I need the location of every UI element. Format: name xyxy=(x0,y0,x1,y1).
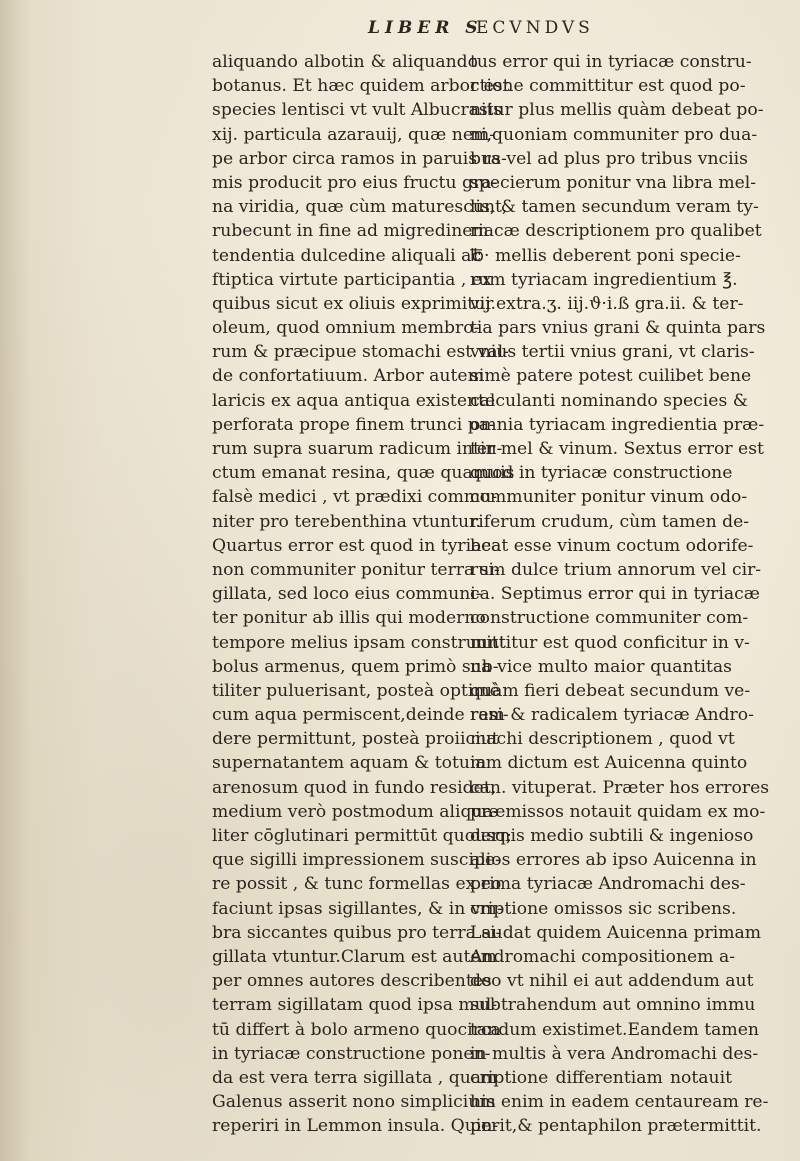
text-line: tū differt à bolo armeno quocirca xyxy=(212,1019,501,1040)
text-line: perit,& pentaphilon prætermittit. xyxy=(470,1116,762,1137)
text-line: ram & radicalem tyriacæ Andro- xyxy=(470,705,754,726)
text-line: ter ponitur ab illis qui moderno xyxy=(212,608,486,629)
text-line: bra siccantes quibus pro terra si- xyxy=(212,922,502,943)
text-line: perforata prope finem trunci pa- xyxy=(212,414,495,435)
text-line: laricis ex aqua antiqua existente xyxy=(212,390,496,411)
text-line: mittitur est quod conficitur in v- xyxy=(470,632,750,653)
text-line: omnia tyriacam ingredientia præ- xyxy=(470,414,765,435)
text-line: rum tyriacam ingredientium ℥. xyxy=(470,269,738,290)
text-line: species lentisci vt vult Albucrasis xyxy=(212,100,503,121)
running-header-left: LIBER S xyxy=(368,18,483,38)
text-line: mis producit pro eius fructu gra- xyxy=(212,172,498,193)
text-line: rum & præcipue stomachi est val- xyxy=(212,342,509,363)
text-line: quibus sicut ex oliuis exprimitur xyxy=(212,293,494,314)
text-line: subtrahendum aut omnino immu xyxy=(470,995,756,1016)
text-line: vij.extra.ʒ. iij.ϑ·i.ß gra.ii. & ter- xyxy=(470,293,744,314)
text-line: oleum, quod omnium membro- xyxy=(212,318,480,339)
text-line: da est vera terra sigillata , quam xyxy=(212,1067,498,1088)
text-line: præmissos notauit quidam ex mo- xyxy=(470,801,766,822)
text-line: rubecunt in fine ad migredinem xyxy=(212,221,489,242)
text-line: simè patere potest cuilibet bene xyxy=(470,366,752,387)
text-line: in tyriacæ constructione ponen- xyxy=(212,1043,491,1064)
text-line: Andromachi compositionem a- xyxy=(470,946,735,967)
text-line: ctum emanat resina, quæ quamuis xyxy=(212,463,515,484)
text-line: terram sigillatam quod ipsa mul- xyxy=(212,995,498,1016)
text-line: faciunt ipsas sigillantes, & in vm- xyxy=(212,898,503,919)
text-line: per omnes autores describentes xyxy=(212,971,492,992)
text-line: quod in tyriacæ constructione xyxy=(470,463,733,484)
text-line: gillata, sed loco eius communi- xyxy=(212,584,482,605)
text-line: liter cōglutinari permittūt quousq; xyxy=(212,826,512,846)
text-line: tus error qui in tyriacæ constru- xyxy=(470,52,752,72)
text-line: bus vel ad plus pro tribus vnciis xyxy=(470,148,748,169)
text-line: non communiter ponitur terra si- xyxy=(212,559,500,580)
text-line: criptione differentiam notauit xyxy=(470,1067,732,1088)
text-line: ftiptica virtute participantia , ex xyxy=(212,269,492,290)
text-column-right xyxy=(470,50,792,1138)
text-line: calculanti nominando species & xyxy=(470,390,749,411)
text-line: rum dulce trium annorum vel cir- xyxy=(470,559,762,580)
text-line: supernatantem aquam & totum xyxy=(212,753,487,774)
text-line: botanus. Et hæc quidem arbor est xyxy=(212,76,510,97)
text-line: riferum crudum, cùm tamen de- xyxy=(470,511,750,532)
text-line: nitur plus mellis quàm debeat po- xyxy=(470,100,764,121)
text-line: tandum existimet.Eandem tamen xyxy=(470,1019,759,1040)
text-line: machi descriptionem , quod vt xyxy=(470,729,735,750)
text-line: arenosum quod in fundo residet, xyxy=(212,777,497,798)
text-line: lis, & tamen secundum veram ty- xyxy=(470,197,759,218)
text-line: quàm fieri debeat secundum ve- xyxy=(470,680,751,701)
text-line: niter pro terebenthina vtuntur. xyxy=(212,511,481,532)
text-line: deo vt nihil ei aut addendum aut xyxy=(470,971,754,992)
text-line: riacæ descriptionem pro qualibet xyxy=(470,221,762,242)
text-line: tempore melius ipsam construunt xyxy=(212,632,506,653)
text-line: constructione communiter com- xyxy=(470,608,749,629)
text-line: beat esse vinum coctum odorife- xyxy=(470,535,754,556)
text-line: na vice multo maior quantitas xyxy=(470,656,732,677)
text-line: Galenus asserit nono simplicium xyxy=(212,1092,496,1113)
text-line: dernis medio subtili & ingenioso xyxy=(470,826,754,846)
text-line: can. vituperat. Præter hos errores xyxy=(470,777,770,798)
text-line: ca. Septimus error qui in tyriacæ xyxy=(470,584,760,605)
text-line: prima tyriacæ Andromachi des- xyxy=(470,874,746,895)
text-line: xij. particula azarauij, quæ nem- xyxy=(212,124,496,145)
text-line: na viridia, quæ cùm maturescunt, xyxy=(212,197,508,218)
running-header-right: ECVNDVS xyxy=(476,18,594,38)
running-header xyxy=(0,18,800,44)
text-line: que sigilli impressionem suscipe- xyxy=(212,850,501,871)
text-line: Laudat quidem Auicenna primam xyxy=(470,922,762,943)
text-line: medium verò postmodum aliqua- xyxy=(212,801,499,822)
text-line: pe arbor circa ramos in paruis ra- xyxy=(212,148,507,169)
text-line: tia pars vnius grani & quinta pars xyxy=(470,318,766,339)
text-line: gillata vtuntur.Clarum est autem xyxy=(212,946,497,967)
text-line: in multis à vera Andromachi des- xyxy=(470,1043,759,1064)
text-line: Quartus error est quod in tyriaca xyxy=(212,535,502,556)
text-line: criptione omissos sic scribens. xyxy=(470,898,737,919)
text-line: cum aqua permiscent,deinde resi- xyxy=(212,705,509,726)
text-line: tiliter puluerisant, posteà optimè xyxy=(212,680,500,701)
text-line: de confortatiuum. Arbor autem xyxy=(212,366,484,387)
text-line: dere permittunt, posteà proiiciut xyxy=(212,729,499,750)
text-line: his enim in eadem centauream re- xyxy=(470,1092,769,1113)
text-line: alios errores ab ipso Auicenna in xyxy=(470,850,757,871)
text-line: ℔· mellis deberent poni specie- xyxy=(470,245,741,266)
text-line: tendentia dulcedine aliquali ac xyxy=(212,245,481,266)
text-line: falsè medici , vt prædixi commu- xyxy=(212,487,498,508)
text-line: specierum ponitur vna libra mel- xyxy=(470,172,757,193)
page-gutter-shadow xyxy=(0,0,30,1161)
text-line: communiter ponitur vinum odo- xyxy=(470,487,748,508)
text-line: aliquando albotin & aliquando xyxy=(212,52,478,72)
text-line: vnius tertii vnius grani, vt claris- xyxy=(470,342,755,363)
text-line: bolus armenus, quem primò sub- xyxy=(212,656,499,677)
text-line: ctione committitur est quod po- xyxy=(470,76,746,97)
text-line: rum supra suarum radicum intin- xyxy=(212,439,503,459)
text-line: reperiri in Lemmon insula. Quin- xyxy=(212,1116,499,1137)
text-line: re possit , & tunc formellas ex eo xyxy=(212,874,502,895)
text-line: ni,quoniam communiter pro dua- xyxy=(470,124,758,145)
text-line: ter mel & vinum. Sextus error est xyxy=(470,439,764,459)
text-line: iam dictum est Auicenna quinto xyxy=(470,753,748,774)
